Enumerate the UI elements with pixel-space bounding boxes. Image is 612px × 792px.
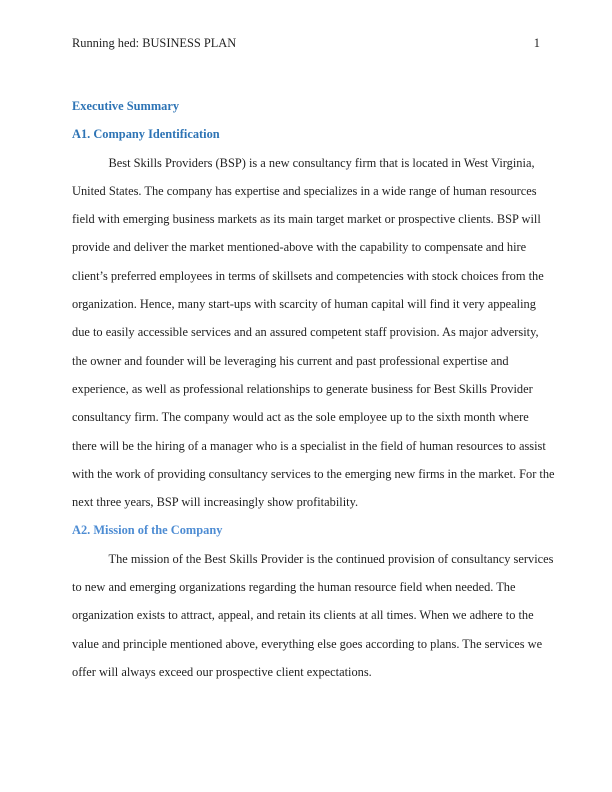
running-head: Running hed: BUSINESS PLAN [72, 36, 237, 50]
text-line: United States. The company has expertise and specializes in a wide range of human resources [72, 183, 537, 198]
text-line: The mission of the Best Skills Provider is the continued provision of consultancy services [108, 551, 554, 566]
text-line: Best Skills Providers (BSP) is a new consultancy firm that is located in West Virginia, [108, 155, 535, 170]
heading-a2-mission-of-the-company: A2. Mission of the Company [72, 523, 223, 538]
text-line: due to easily accessible services and an assured competent staff provision. As major adversity, [72, 325, 539, 340]
text-line: the owner and founder will be leveraging his current and past professional expertise and [72, 353, 509, 368]
paragraph-company-identification [72, 149, 555, 517]
text-line: to new and emerging organizations regarding the human resource field when needed. The [72, 580, 516, 595]
text-line: organization. Hence, many start-ups with scarcity of human capital will find it very appealing [72, 297, 536, 312]
heading-a1-company-identification: A1. Company Identification [72, 127, 220, 142]
page-header [72, 36, 540, 51]
text-line: value and principle mentioned above, everything else goes according to plans. The services we [72, 636, 543, 651]
text-line: consultancy firm. The company would act as the sole employee up to the sixth month where [72, 410, 529, 425]
text-line: experience, as well as professional relationships to generate business for Best Skills Provider [72, 381, 533, 396]
text-line: client’s preferred employees in terms of skillsets and competencies with stock choices from the [72, 268, 544, 283]
text-line: organization exists to attract, appeal, and retain its clients at all times. When we adhere to the [72, 608, 534, 623]
text-line: with the work of providing consultancy services to the emerging new firms in the market. For the [72, 466, 555, 481]
text-line: offer will always exceed our prospective client expectations. [72, 664, 372, 679]
heading-executive-summary: Executive Summary [72, 99, 180, 113]
text-line: there will be the hiring of a manager who is a specialist in the field of human resources to assist [72, 438, 546, 453]
text-line: provide and deliver the market mentioned-above with the capability to compensate and hire [72, 240, 527, 255]
text-line: next three years, BSP will increasingly show profitability. [72, 495, 359, 510]
text-line: field with emerging business markets as its main target market or prospective clients. BSP will [72, 212, 541, 227]
paragraph-mission [72, 545, 554, 686]
document-body [72, 92, 555, 686]
page-number: 1 [533, 36, 540, 50]
